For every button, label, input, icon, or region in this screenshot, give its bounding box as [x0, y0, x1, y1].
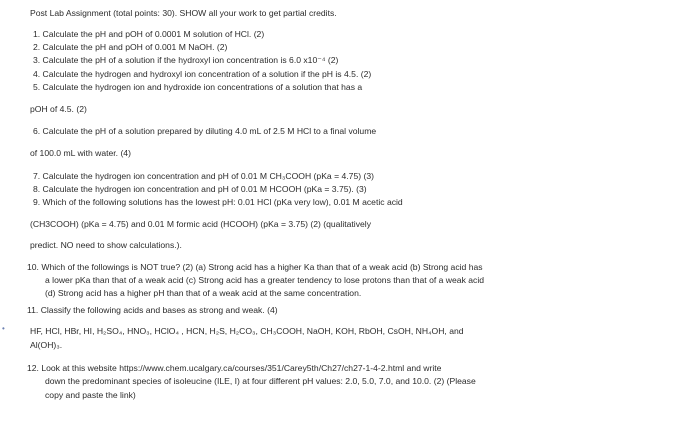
question-11: 11. Classify the following acids and bases as strong and weak. (4) — [27, 305, 278, 315]
question-3: 3. Calculate the pH of a solution if the hydroxyl ion concentration is 6.0 x10⁻⁴ (2) — [33, 55, 339, 65]
question-11-list-continued: Al(OH)₃. — [30, 340, 63, 350]
question-7: 7. Calculate the hydrogen ion concentration and pH of 0.01 M CH₃COOH (pKa = 4.75) (3) — [33, 171, 374, 181]
question-5: 5. Calculate the hydrogen ion and hydroxide ion concentrations of a solution that has a — [33, 82, 363, 92]
question-5-continued: pOH of 4.5. (2) — [30, 104, 87, 114]
question-12: 12. Look at this website https://www.chem.ucalgary.ca/courses/351/Carey5th/Ch27/ch27-1-4-2.html and write — [27, 363, 442, 373]
question-10-continued: a lower pKa than that of a weak acid (c) Strong acid has a greater tendency to lose protons than that of a weak acid — [45, 275, 485, 285]
question-9-continued-2: predict. NO need to show calculations.). — [30, 240, 182, 250]
question-9-continued: (CH3COOH) (pKa = 4.75) and 0.01 M formic acid (HCOOH) (pKa = 3.75) (2) (qualitatively — [30, 219, 372, 229]
question-8: 8. Calculate the hydrogen ion concentration and pH of 0.01 M HCOOH (pKa = 3.75). (3) — [33, 184, 367, 194]
question-6-continued: of 100.0 mL with water. (4) — [30, 148, 131, 158]
question-10: 10. Which of the followings is NOT true? (2) (a) Strong acid has a higher Ka than that of a weak acid (b) Strong acid has — [27, 262, 483, 272]
question-2: 2. Calculate the pH and pOH of 0.001 M NaOH. (2) — [33, 42, 228, 52]
question-12-continued-2: copy and paste the link) — [45, 390, 136, 400]
question-10-continued-2: (d) Strong acid has a higher pH than that of a weak acid at the same concentration. — [45, 288, 362, 298]
assignment-header: Post Lab Assignment (total points: 30). SHOW all your work to get partial credits. — [30, 8, 337, 18]
question-4: 4. Calculate the hydrogen and hydroxyl ion concentration of a solution if the pH is 4.5. (2) — [33, 69, 372, 79]
question-9: 9. Which of the following solutions has the lowest pH: 0.01 HCl (pKa very low), 0.01 M acetic acid — [33, 197, 403, 207]
question-1: 1. Calculate the pH and pOH of 0.0001 M solution of HCl. (2) — [33, 29, 265, 39]
question-6: 6. Calculate the pH of a solution prepared by diluting 4.0 mL of 2.5 M HCl to a final volume — [33, 126, 377, 136]
question-11-list: HF, HCl, HBr, HI, H₂SO₄, HNO₃, HClO₄ , HCN, H₂S, H₂CO₃, CH₃COOH, NaOH, KOH, RbOH, CsOH, NH₄OH, and — [30, 326, 464, 336]
question-12-continued: down the predominant species of isoleucine (ILE, I) at four different pH values: 2.0, 5.0, 7.0, and 10.0. (2) (Please — [45, 376, 476, 386]
margin-mark: • — [2, 324, 5, 333]
